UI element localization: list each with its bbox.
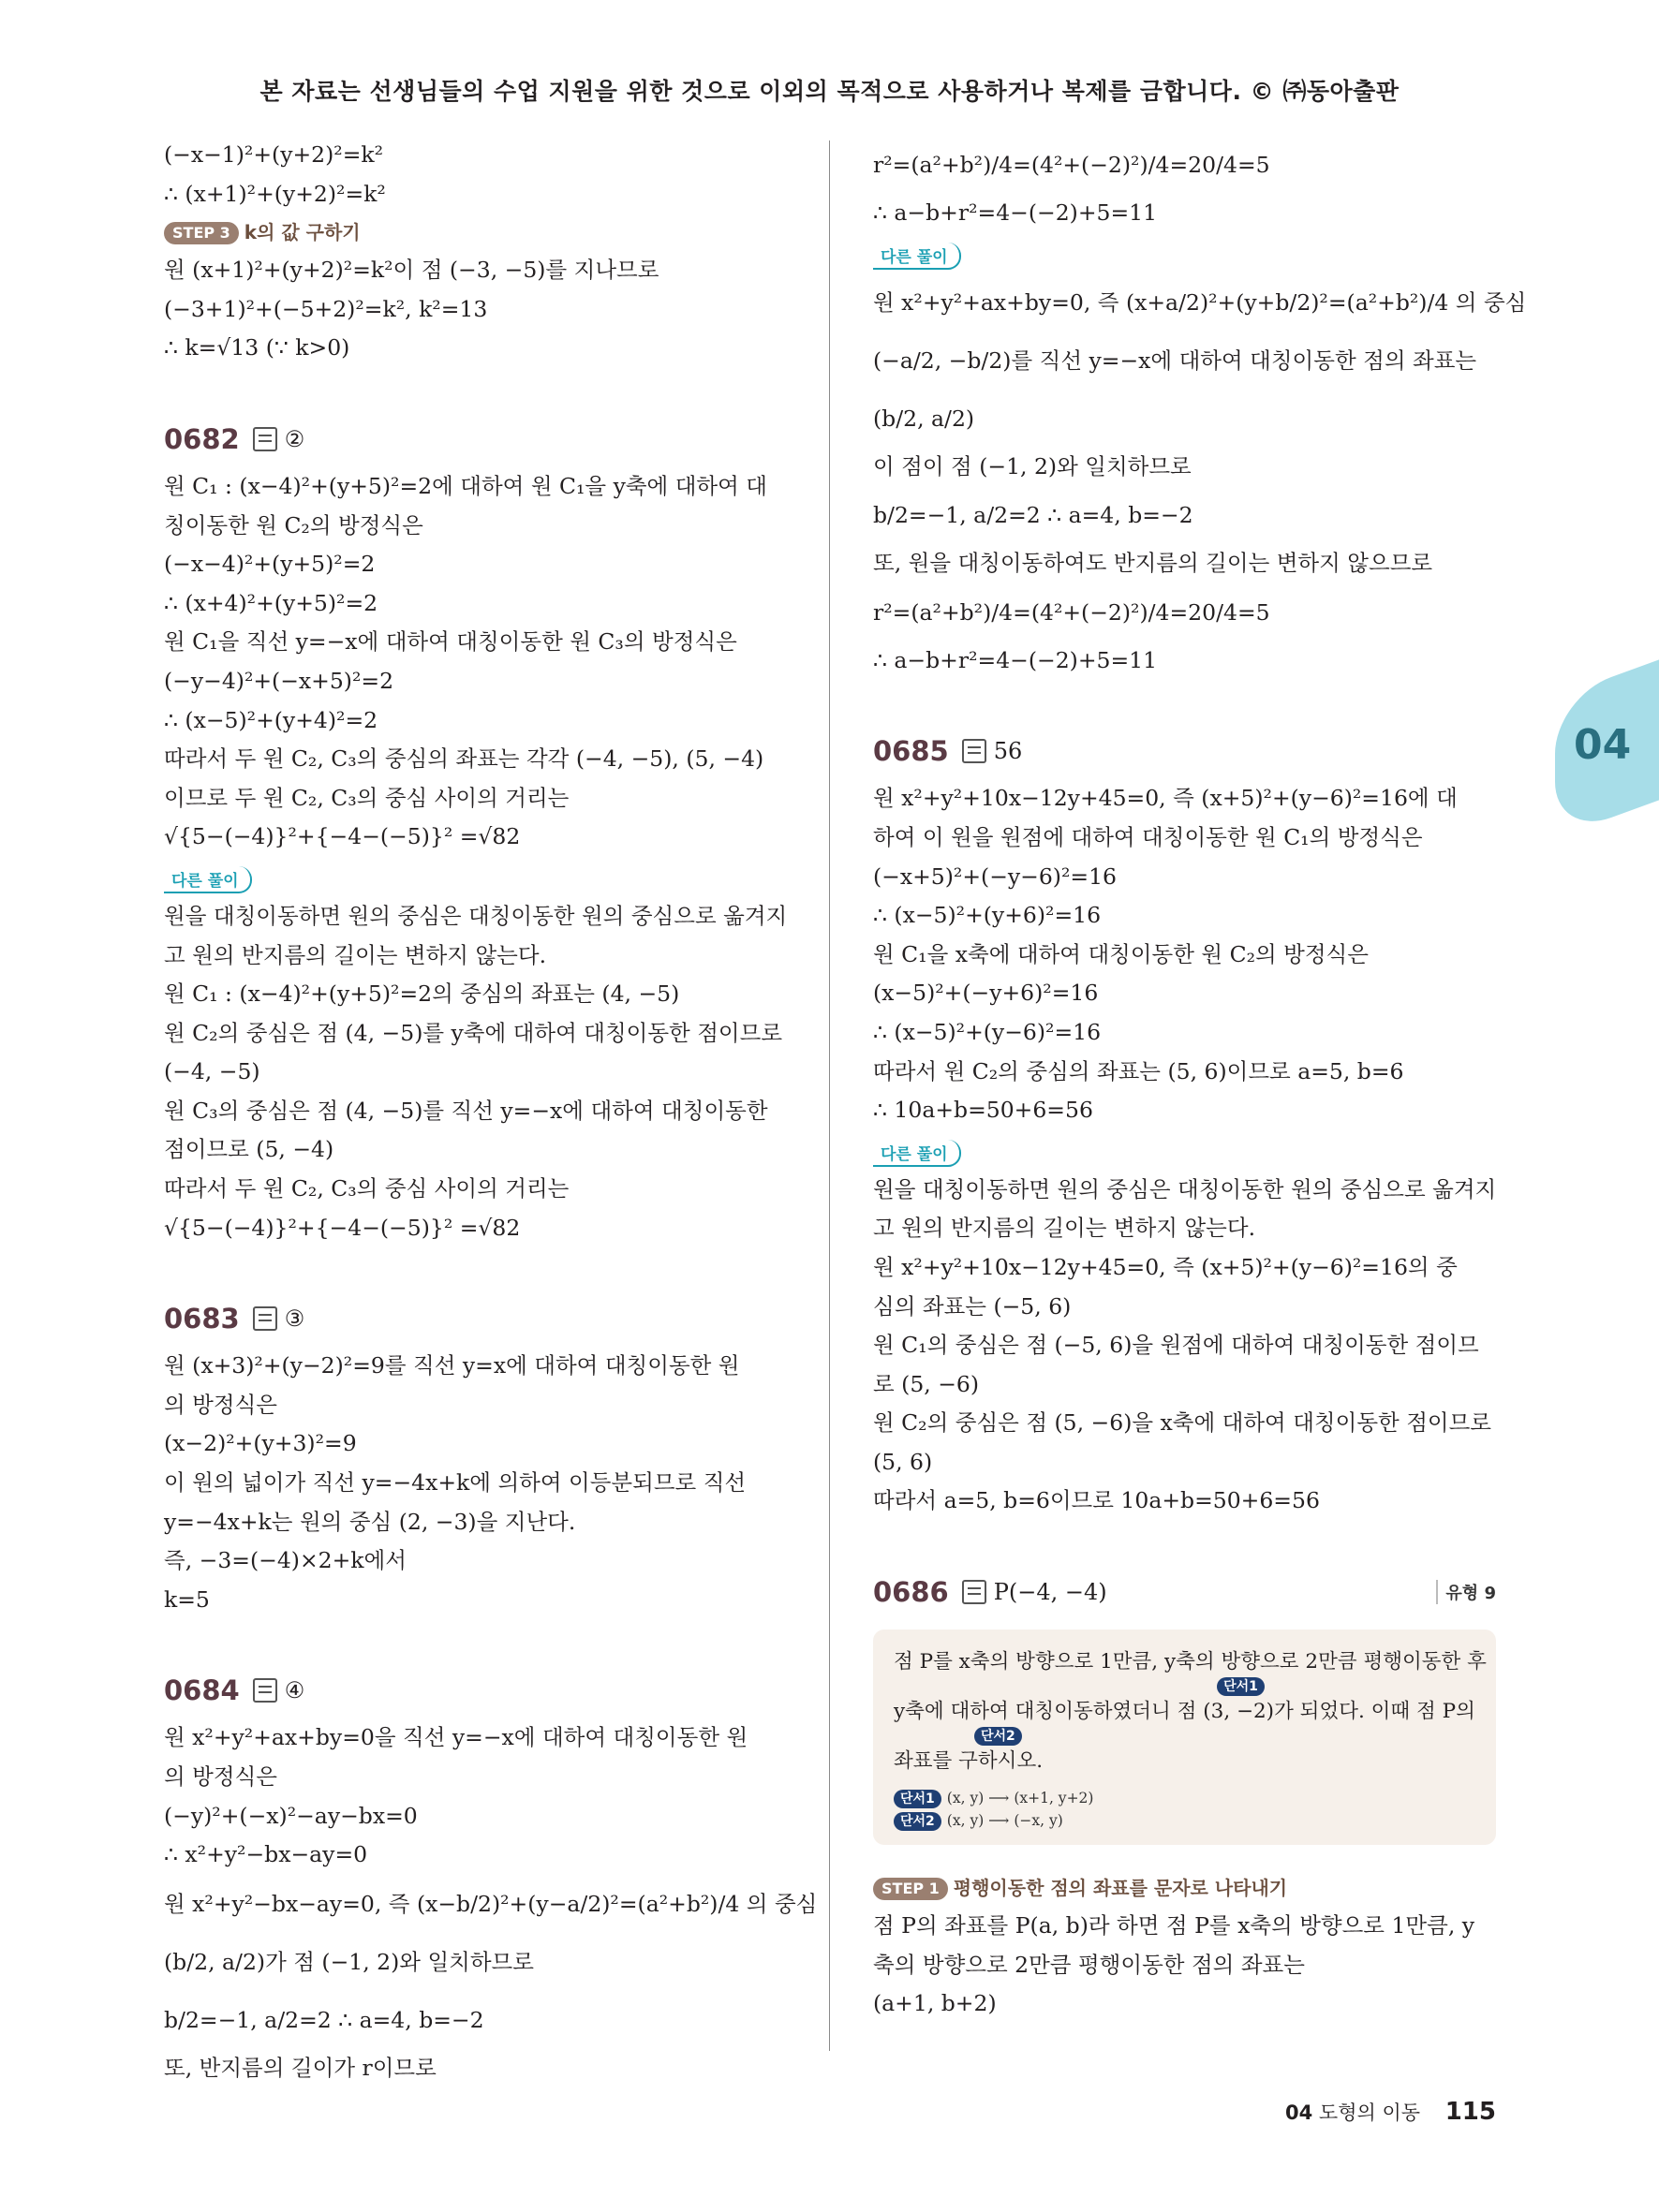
text-line: (5, 6): [873, 1448, 933, 1475]
problem-statement-box: [873, 1630, 1496, 1845]
hint-text: (x, y) ⟶ (−x, y): [946, 1812, 1063, 1830]
step-heading: [873, 1869, 1496, 1907]
answer-icon: [253, 1306, 277, 1331]
text-line: (b/2, a/2): [873, 405, 975, 432]
problem-header: [164, 1662, 787, 1718]
text-line: 따라서 두 원 C₂, C₃의 중심 사이의 거리는: [164, 1175, 570, 1202]
answer-value: ④: [284, 1677, 305, 1704]
text-line: 하여 이 원을 원점에 대하여 대칭이동한 원 C₁의 방정식은: [873, 823, 1423, 850]
text-line: 또, 원을 대칭이동하여도 반지름의 길이는 변하지 않으므로: [873, 550, 1433, 577]
text-line: ∴ k=√13 (∵ k>0): [164, 334, 350, 361]
answer-icon: [253, 1678, 277, 1703]
text-line: 축의 방향으로 2만큼 평행이동한 점의 좌표는: [873, 1951, 1305, 1978]
answer-value: P(−4, −4): [993, 1579, 1107, 1606]
footer-chapter-number: 04: [1285, 2101, 1313, 2124]
answer-value: ③: [284, 1305, 305, 1333]
copyright-banner: 본 자료는 선생님들의 수업 지원을 위한 것으로 이외의 목적으로 사용하거나 복제를 금합니다. © ㈜동아출판: [259, 78, 1400, 105]
problem-line: y축에 대하여 대칭이동하였더니 점 (3, −2)가 되었다. 이때 점 P의: [894, 1700, 1475, 1724]
text-line: 원 C₁을 x축에 대하여 대칭이동한 원 C₂의 방정식은: [873, 940, 1369, 967]
text-line: 의 방정식은: [164, 1391, 277, 1418]
step-title: 평행이동한 점의 좌표를 문자로 나타내기: [953, 1877, 1288, 1900]
problem-number: 0682: [164, 422, 240, 455]
text-line: 심의 좌표는 (−5, 6): [873, 1292, 1072, 1320]
text-line: √{5−(−4)}²+{−4−(−5)}² =√82: [164, 823, 521, 850]
text-line: ∴ (x+4)²+(y+5)²=2: [164, 589, 378, 616]
text-line: 원 C₂의 중심은 점 (4, −5)를 y축에 대하여 대칭이동한 점이므로: [164, 1019, 783, 1046]
text-line: 따라서 a=5, b=6이므로 10a+b=50+6=56: [873, 1487, 1320, 1514]
text-line: (a+1, b+2): [873, 1990, 997, 2017]
text-line: (−4, −5): [164, 1058, 260, 1085]
chapter-side-tab-number: 04: [1574, 721, 1632, 769]
box-gap: [894, 1779, 1475, 1787]
text-line: (−a/2, −b/2)를 직선 y=−x에 대하여 대칭이동한 점의 좌표는: [873, 347, 1477, 374]
text-line: 원을 대칭이동하면 원의 중심은 대칭이동한 원의 중심으로 옮겨지: [164, 902, 788, 929]
alt-solution-label: 다른 풀이: [164, 866, 252, 893]
problem-header: [164, 1290, 787, 1347]
problem-number: 0685: [873, 735, 949, 768]
text-line: 따라서 원 C₂의 중심의 좌표는 (5, 6)이므로 a=5, b=6: [873, 1057, 1404, 1084]
hint2-marker: 단서2: [974, 1727, 1022, 1746]
alt-solution-label-row: [873, 1130, 1496, 1171]
page-footer: [1285, 2098, 1496, 2126]
text-line: ∴ a−b+r²=4−(−2)+5=11: [873, 646, 1158, 673]
text-line: r²=(a²+b²)/4=(4²+(−2)²)/4=20/4=5: [873, 152, 1270, 178]
text-line: k=5: [164, 1585, 210, 1613]
text-line: r²=(a²+b²)/4=(4²+(−2)²)/4=20/4=5: [873, 598, 1270, 626]
text-line: ∴ (x−5)²+(y−6)²=16: [873, 1018, 1102, 1045]
right-column: [873, 136, 1527, 2024]
text-line: 고 원의 반지름의 길이는 변하지 않는다.: [164, 941, 547, 968]
problem-number: 0686: [873, 1576, 949, 1609]
text-line: 원 C₁ : (x−4)²+(y+5)²=2의 중심의 좌표는 (4, −5): [164, 981, 680, 1008]
text-line: 따라서 두 원 C₂, C₃의 중심의 좌표는 각각 (−4, −5), (5, −4): [164, 745, 764, 773]
text-line: ∴ x²+y²−bx−ay=0: [164, 1841, 368, 1868]
text-line: 칭이동한 원 C₂의 방정식은: [164, 511, 423, 538]
section-gap: [164, 1619, 787, 1662]
alt-solution-label-row: [873, 233, 1496, 273]
footer-chapter-title: 도형의 이동: [1318, 2101, 1421, 2124]
text-line: (−3+1)²+(−5+2)²=k², k²=13: [164, 295, 488, 322]
text-line: ∴ a−b+r²=4−(−2)+5=11: [873, 199, 1158, 226]
step-heading: [164, 214, 787, 251]
step-badge: STEP 3: [164, 222, 239, 244]
text-line: 원 x²+y²+10x−12y+45=0, 즉 (x+5)²+(y−6)²=16의 중: [873, 1253, 1458, 1280]
hint1-marker: 단서1: [1217, 1677, 1265, 1696]
hint-line: [894, 1809, 1475, 1832]
text-line: 또, 반지름의 길이가 r이므로: [164, 2054, 437, 2081]
text-line: 원 (x+3)²+(y−2)²=9를 직선 y=x에 대하여 대칭이동한 원: [164, 1352, 740, 1379]
hint-line: [894, 1787, 1475, 1809]
text-line: (−y)²+(−x)²−ay−bx=0: [164, 1802, 418, 1829]
text-line: 원 C₁ : (x−4)²+(y+5)²=2에 대하여 원 C₁을 y축에 대하여 대: [164, 472, 767, 499]
text-line: b/2=−1, a/2=2 ∴ a=4, b=−2: [873, 502, 1193, 529]
text-line: 원 C₂의 중심은 점 (5, −6)을 x축에 대하여 대칭이동한 점이므로: [873, 1409, 1492, 1437]
text-line: 원 C₁의 중심은 점 (−5, 6)을 원점에 대하여 대칭이동한 점이므: [873, 1332, 1479, 1359]
text-line: 원 C₁을 직선 y=−x에 대하여 대칭이동한 원 C₃의 방정식은: [164, 628, 737, 656]
section-gap: [164, 1247, 787, 1290]
problem-header: [873, 723, 1496, 779]
text-line: 원을 대칭이동하면 원의 중심은 대칭이동한 원의 중심으로 옮겨지: [873, 1175, 1497, 1202]
text-line: 원 x²+y²+ax+by=0, 즉 (x+a/2)²+(y+b/2)²=(a²+b²)/4 의 중심: [873, 288, 1527, 316]
text-line: ∴ (x−5)²+(y+4)²=2: [164, 706, 378, 733]
text-line: (−x+5)²+(−y−6)²=16: [873, 863, 1117, 890]
hint-label: 단서1: [894, 1790, 941, 1808]
problem-header: [873, 1564, 1496, 1620]
column-divider: [829, 140, 830, 2051]
text-line: √{5−(−4)}²+{−4−(−5)}² =√82: [164, 1214, 521, 1241]
text-line: 고 원의 반지름의 길이는 변하지 않는다.: [873, 1215, 1256, 1242]
text-line: (x−2)²+(y+3)²=9: [164, 1430, 357, 1457]
answer-value: ②: [284, 425, 305, 452]
text-line: 원 x²+y²+ax+by=0을 직선 y=−x에 대하여 대칭이동한 원: [164, 1724, 748, 1751]
text-line: 즉, −3=(−4)×2+k에서: [164, 1547, 407, 1574]
text-line: 점 P의 좌표를 P(a, b)라 하면 점 P를 x축의 방향으로 1만큼, y: [873, 1912, 1475, 1939]
alt-solution-label-row: [164, 857, 787, 897]
left-column: [164, 136, 818, 2087]
problem-line: 좌표를 구하시오.: [894, 1749, 1044, 1774]
text-line: ∴ (x−5)²+(y+6)²=16: [873, 902, 1102, 929]
alt-solution-label: 다른 풀이: [873, 243, 961, 270]
problem-type-tag[interactable]: 유형 9: [1436, 1580, 1496, 1604]
text-line: 원 (x+1)²+(y+2)²=k²이 점 (−3, −5)를 지나므로: [164, 257, 659, 284]
step-title: k의 값 구하기: [244, 221, 361, 244]
answer-icon: [962, 739, 986, 763]
problem-line: 점 P를 x축의 방향으로 1만큼, y축의 방향으로 2만큼 평행이동한 후: [894, 1650, 1487, 1674]
problem-number: 0683: [164, 1303, 240, 1335]
text-line: 점이므로 (5, −4): [164, 1136, 334, 1163]
text-line: (−x−1)²+(y+2)²=k²: [164, 141, 384, 168]
text-line: 이므로 두 원 C₂, C₃의 중심 사이의 거리는: [164, 784, 570, 811]
text-line: (b/2, a/2)가 점 (−1, 2)와 일치하므로: [164, 1948, 534, 1975]
answer-value: 56: [993, 738, 1023, 765]
page-number: 115: [1444, 2098, 1496, 2126]
answer-icon: [962, 1580, 986, 1604]
text-line: (x−5)²+(−y+6)²=16: [873, 980, 1099, 1007]
text-line: 원 x²+y²+10x−12y+45=0, 즉 (x+5)²+(y−6)²=16에 대: [873, 785, 1458, 812]
problem-header: [164, 411, 787, 467]
text-line: b/2=−1, a/2=2 ∴ a=4, b=−2: [164, 2006, 484, 2033]
problem-number: 0684: [164, 1674, 240, 1707]
section-gap: [873, 1521, 1496, 1564]
hint-label: 단서2: [894, 1812, 941, 1831]
alt-solution-label: 다른 풀이: [873, 1140, 961, 1167]
section-gap: [164, 368, 787, 411]
text-line: ∴ (x+1)²+(y+2)²=k²: [164, 180, 386, 207]
answer-icon: [253, 427, 277, 451]
text-line: y=−4x+k는 원의 중심 (2, −3)을 지난다.: [164, 1508, 576, 1535]
hint-text: (x, y) ⟶ (x+1, y+2): [946, 1790, 1094, 1807]
text-line: 이 점이 점 (−1, 2)와 일치하므로: [873, 452, 1192, 479]
text-line: 원 C₃의 중심은 점 (4, −5)를 직선 y=−x에 대하여 대칭이동한: [164, 1097, 768, 1124]
section-gap: [873, 680, 1496, 723]
text-line: (−x−4)²+(y+5)²=2: [164, 551, 376, 578]
text-line: 의 방정식은: [164, 1763, 277, 1790]
step-badge: STEP 1: [873, 1878, 948, 1900]
text-line: 로 (5, −6): [873, 1370, 980, 1397]
text-line: 이 원의 넓이가 직선 y=−4x+k에 의하여 이등분되므로 직선: [164, 1469, 747, 1497]
text-line: ∴ 10a+b=50+6=56: [873, 1097, 1093, 1124]
text-line: 원 x²+y²−bx−ay=0, 즉 (x−b/2)²+(y−a/2)²=(a²+b²)/4 의 중심: [164, 1890, 818, 1917]
text-line: (−y−4)²+(−x+5)²=2: [164, 667, 394, 694]
